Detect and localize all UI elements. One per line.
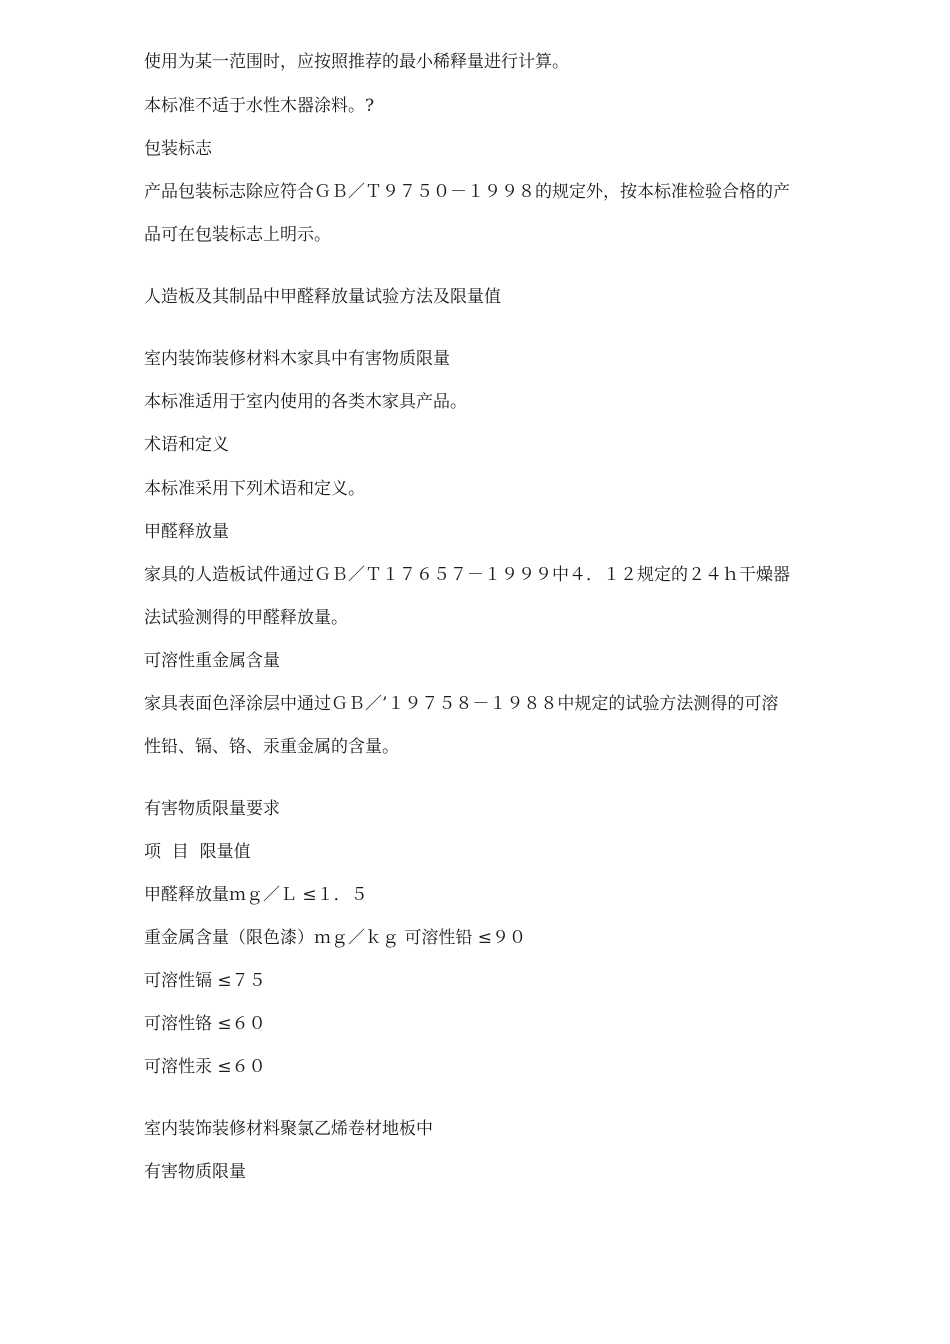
text-line: 家具的人造板试件通过ＧＢ／Ｔ１７６５７－１９９９中４．１２规定的２４ｈ干燥器 [144, 565, 790, 585]
section-heading: 有害物质限量 [144, 1162, 246, 1182]
section-heading: 有害物质限量要求 [144, 799, 280, 819]
text-line: 品可在包装标志上明示。 [144, 225, 331, 245]
text-line: 家具表面色泽涂层中通过ＧＢ／’１９７５８－１９８８中规定的试验方法测得的可溶 [144, 694, 779, 714]
limit-row: 甲醛释放量ｍｇ／Ｌ ≤１．５ [144, 885, 368, 905]
limit-row: 可溶性镉 ≤７５ [144, 971, 266, 991]
term-heading: 可溶性重金属含量 [144, 651, 280, 671]
text-line: 本标准不适于水性木器涂料。? [144, 96, 375, 116]
table-header-line: 项 目 限量值 [144, 842, 251, 862]
section-heading: 包装标志 [144, 139, 212, 159]
text-line: 法试验测得的甲醛释放量。 [144, 608, 348, 628]
section-heading: 术语和定义 [144, 435, 229, 455]
limit-row: 可溶性汞 ≤６０ [144, 1057, 266, 1077]
section-heading: 室内装饰装修材料木家具中有害物质限量 [144, 349, 450, 369]
term-heading: 甲醛释放量 [144, 522, 229, 542]
text-line: 使用为某一范围时，应按照推荐的最小稀释量进行计算。 [144, 52, 569, 72]
text-line: 本标准采用下列术语和定义。 [144, 479, 365, 499]
text-line: 性铅、镉、铬、汞重金属的含量。 [144, 737, 399, 757]
text-line: 本标准适用于室内使用的各类木家具产品。 [144, 392, 467, 412]
text-line: 产品包装标志除应符合ＧＢ／Ｔ９７５０－１９９８的规定外，按本标准检验合格的产 [144, 182, 790, 202]
limit-row: 可溶性铬 ≤６０ [144, 1014, 266, 1034]
section-heading: 室内装饰装修材料聚氯乙烯卷材地板中 [144, 1119, 433, 1139]
section-heading: 人造板及其制品中甲醛释放量试验方法及限量值 [144, 287, 501, 307]
limit-row: 重金属含量（限色漆）ｍｇ／ｋｇ 可溶性铅 ≤９０ [144, 928, 527, 948]
